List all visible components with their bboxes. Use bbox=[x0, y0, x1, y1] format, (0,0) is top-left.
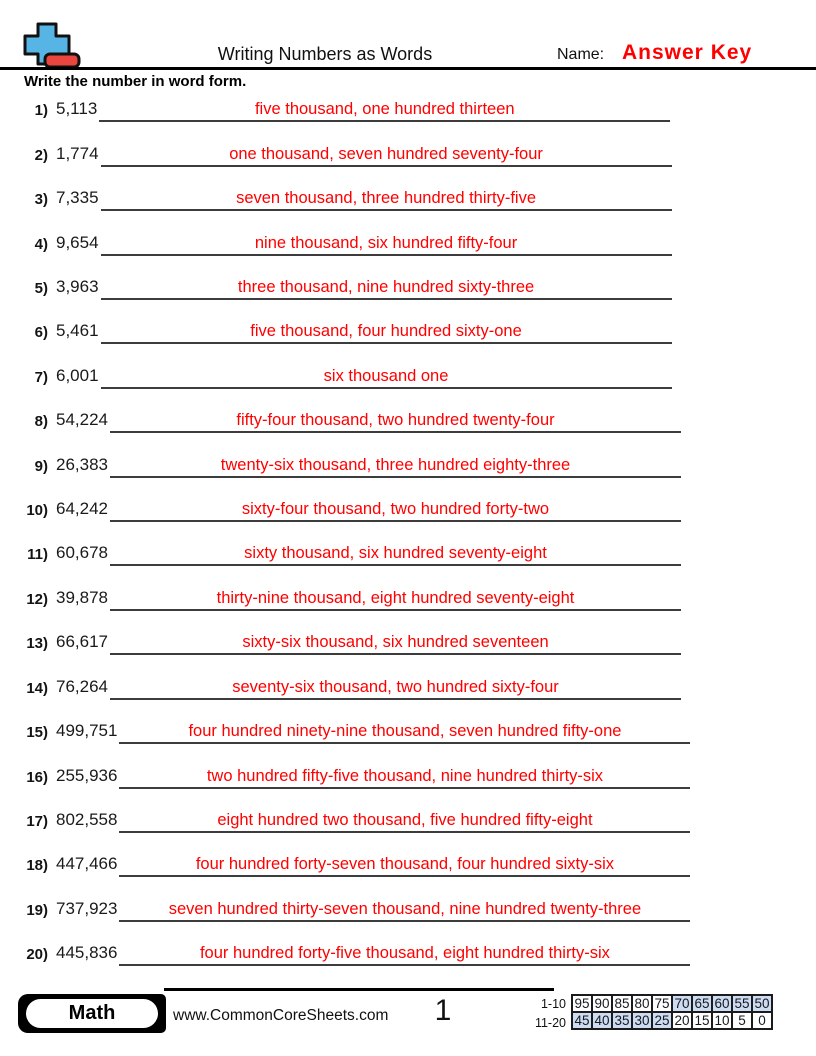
score-cell: 40 bbox=[592, 1012, 612, 1029]
problem-number: 4) bbox=[34, 235, 48, 253]
score-cell: 45 bbox=[572, 1012, 592, 1029]
answer-text: four hundred forty-seven thousand, four hundred sixty-six bbox=[195, 855, 615, 874]
problem-value: 64,242 bbox=[56, 499, 108, 519]
answer-line[interactable] bbox=[101, 367, 672, 389]
problem-row bbox=[19, 78, 799, 122]
problem-row bbox=[19, 167, 799, 211]
problem-value: 5,113 bbox=[56, 99, 98, 119]
problem-number: 12) bbox=[26, 590, 48, 608]
score-range-label-1: 1-10 bbox=[540, 997, 566, 1011]
problem-row bbox=[19, 611, 799, 655]
problem-row bbox=[19, 566, 799, 610]
problem-number: 1) bbox=[34, 102, 48, 120]
problem-value: 3,963 bbox=[56, 277, 99, 297]
answer-key-text: Answer Key bbox=[622, 41, 753, 64]
score-row-2 bbox=[572, 1012, 772, 1029]
answer-text: six thousand one bbox=[323, 366, 449, 385]
problem-value: 39,878 bbox=[56, 587, 108, 607]
answer-text: eight hundred two thousand, five hundred fifty-eight bbox=[217, 810, 593, 829]
problem-row bbox=[19, 389, 799, 433]
problem-row bbox=[19, 433, 799, 477]
worksheet-title: Writing Numbers as Words bbox=[217, 44, 433, 64]
score-row-1 bbox=[572, 995, 772, 1012]
problem-number: 14) bbox=[26, 679, 48, 697]
score-cell: 65 bbox=[692, 995, 712, 1012]
problem-row bbox=[19, 700, 799, 744]
score-cell: 80 bbox=[632, 995, 652, 1012]
answer-line[interactable] bbox=[110, 411, 681, 433]
score-cell: 55 bbox=[732, 995, 752, 1012]
answer-line[interactable] bbox=[101, 322, 672, 344]
answer-text: sixty thousand, six hundred seventy-eight bbox=[244, 544, 547, 563]
problem-number: 15) bbox=[26, 724, 48, 742]
score-cell: 60 bbox=[712, 995, 732, 1012]
problem-value: 54,224 bbox=[56, 410, 108, 430]
problem-value: 76,264 bbox=[56, 676, 108, 696]
score-cell: 0 bbox=[752, 1012, 772, 1029]
problem-row bbox=[19, 478, 799, 522]
score-cell: 30 bbox=[632, 1012, 652, 1029]
problem-value: 1,774 bbox=[56, 143, 99, 163]
problem-value: 445,836 bbox=[56, 943, 118, 963]
answer-line[interactable] bbox=[110, 589, 681, 611]
footer-divider bbox=[164, 988, 554, 991]
problem-number: 6) bbox=[34, 324, 48, 342]
problem-number: 5) bbox=[34, 280, 48, 298]
problem-number: 13) bbox=[26, 635, 48, 653]
answer-text: four hundred forty-five thousand, eight hundred thirty-six bbox=[199, 944, 610, 963]
problem-row bbox=[19, 833, 799, 877]
problem-value: 26,383 bbox=[56, 454, 108, 474]
problem-number: 17) bbox=[26, 812, 48, 830]
answer-text: five thousand, one hundred thirteen bbox=[254, 100, 515, 119]
problem-row bbox=[19, 877, 799, 921]
answer-text: sixty-six thousand, six hundred seventeen bbox=[242, 633, 549, 652]
score-cell: 50 bbox=[752, 995, 772, 1012]
problem-value: 60,678 bbox=[56, 543, 108, 563]
problem-row bbox=[19, 744, 799, 788]
answer-line[interactable] bbox=[110, 678, 681, 700]
page-number: 1 bbox=[434, 994, 452, 1027]
score-cell: 5 bbox=[732, 1012, 752, 1029]
answer-line[interactable] bbox=[119, 900, 690, 922]
problem-row bbox=[19, 922, 799, 966]
answer-line[interactable] bbox=[99, 100, 670, 122]
score-table bbox=[571, 994, 773, 1030]
problem-value: 9,654 bbox=[56, 232, 99, 252]
answer-text: seventy-six thousand, two hundred sixty-four bbox=[232, 677, 559, 696]
answer-text: sixty-four thousand, two hundred forty-two bbox=[241, 500, 550, 519]
answer-line[interactable] bbox=[110, 633, 681, 655]
problem-row bbox=[19, 344, 799, 388]
problem-row bbox=[19, 655, 799, 699]
score-cell: 85 bbox=[612, 995, 632, 1012]
score-cell: 35 bbox=[612, 1012, 632, 1029]
problem-row bbox=[19, 522, 799, 566]
problem-value: 7,335 bbox=[56, 188, 99, 208]
problem-number: 16) bbox=[26, 768, 48, 786]
problem-number: 3) bbox=[34, 191, 48, 209]
answer-text: two hundred fifty-five thousand, nine hundred thirty-six bbox=[206, 766, 604, 785]
answer-text: four hundred ninety-nine thousand, seven hundred fifty-one bbox=[188, 722, 622, 741]
answer-line[interactable] bbox=[101, 234, 672, 256]
problem-row bbox=[19, 256, 799, 300]
answer-line[interactable] bbox=[110, 544, 681, 566]
answer-line[interactable] bbox=[110, 456, 681, 478]
score-range-label-2: 11-20 bbox=[534, 1015, 566, 1030]
score-cell: 20 bbox=[672, 1012, 692, 1029]
problem-value: 6,001 bbox=[56, 365, 99, 385]
problem-value: 802,558 bbox=[56, 809, 118, 829]
problems-list bbox=[19, 78, 799, 966]
problem-value: 255,936 bbox=[56, 765, 118, 785]
answer-text: three thousand, nine hundred sixty-three bbox=[237, 278, 535, 297]
answer-line[interactable] bbox=[101, 278, 672, 300]
problem-number: 8) bbox=[34, 413, 48, 431]
score-cell: 10 bbox=[712, 1012, 732, 1029]
answer-line[interactable] bbox=[101, 145, 672, 167]
answer-text: five thousand, four hundred sixty-one bbox=[250, 322, 522, 341]
header-divider bbox=[0, 67, 816, 70]
problem-number: 2) bbox=[34, 146, 48, 164]
score-cell: 75 bbox=[652, 995, 672, 1012]
problem-number: 20) bbox=[26, 946, 48, 964]
answer-line[interactable] bbox=[119, 855, 690, 877]
answer-text: fifty-four thousand, two hundred twenty-four bbox=[236, 411, 555, 430]
problem-row bbox=[19, 789, 799, 833]
problem-number: 9) bbox=[34, 457, 48, 475]
answer-text: seven hundred thirty-seven thousand, nine hundred twenty-three bbox=[168, 899, 642, 918]
problem-value: 737,923 bbox=[56, 898, 118, 918]
score-cell: 15 bbox=[692, 1012, 712, 1029]
problem-number: 11) bbox=[27, 546, 48, 564]
problem-value: 499,751 bbox=[56, 721, 118, 741]
math-subject-badge bbox=[18, 994, 166, 1033]
answer-line[interactable] bbox=[110, 500, 681, 522]
answer-text: twenty-six thousand, three hundred eighty-three bbox=[220, 455, 571, 474]
problem-row bbox=[19, 211, 799, 255]
problem-number: 10) bbox=[26, 502, 48, 520]
answer-line[interactable] bbox=[119, 811, 690, 833]
answer-text: thirty-nine thousand, eight hundred seventy-eight bbox=[216, 588, 575, 607]
instruction-text: Write the number in word form. bbox=[24, 73, 247, 90]
math-subject-label: Math bbox=[26, 999, 158, 1028]
score-cell: 70 bbox=[672, 995, 692, 1012]
score-range-labels bbox=[500, 995, 566, 1032]
problem-number: 18) bbox=[26, 857, 48, 875]
score-cell: 95 bbox=[572, 995, 592, 1012]
problem-number: 7) bbox=[34, 368, 48, 386]
problem-value: 5,461 bbox=[56, 321, 99, 341]
answer-line[interactable] bbox=[119, 722, 690, 744]
problem-row bbox=[19, 122, 799, 166]
problem-value: 66,617 bbox=[56, 632, 108, 652]
answer-text: one thousand, seven hundred seventy-four bbox=[229, 144, 543, 163]
score-cell: 25 bbox=[652, 1012, 672, 1029]
answer-line[interactable] bbox=[101, 189, 672, 211]
answer-text: seven thousand, three hundred thirty-five bbox=[236, 189, 537, 208]
problem-number: 19) bbox=[26, 901, 48, 919]
problem-value: 447,466 bbox=[56, 854, 118, 874]
answer-line[interactable] bbox=[119, 944, 690, 966]
answer-line[interactable] bbox=[119, 767, 690, 789]
name-label: Name: bbox=[557, 46, 605, 63]
score-cell: 90 bbox=[592, 995, 612, 1012]
problem-row bbox=[19, 300, 799, 344]
answer-text: nine thousand, six hundred fifty-four bbox=[254, 233, 518, 252]
website-url[interactable]: www.CommonCoreSheets.com bbox=[173, 1007, 389, 1024]
